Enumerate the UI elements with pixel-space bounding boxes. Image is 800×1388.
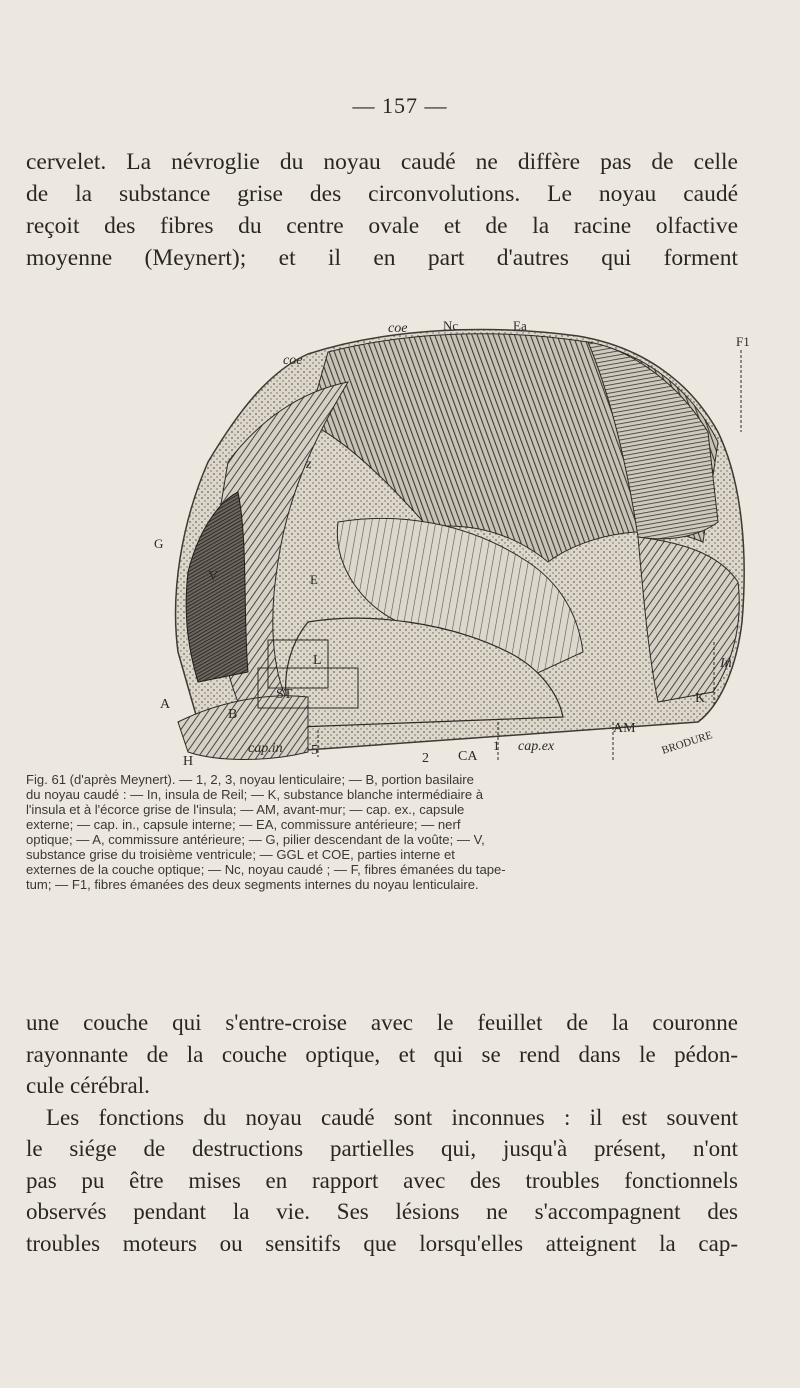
text-line: cule cérébral. [26, 1073, 150, 1098]
label-e: E [310, 572, 318, 587]
label-g: G [154, 536, 164, 551]
text-line: observés pendant la vie. Ses lésions ne s'accompagnent des [26, 1199, 738, 1224]
text-line: troubles moteurs ou sensitifs que lorsqu'elles atteignent la cap- [26, 1230, 738, 1256]
text-line: de la substance grise des circonvolutions. Le noyau caudé [26, 181, 738, 207]
label-am: AM [613, 721, 636, 736]
brain-section-figure [154, 318, 750, 770]
label-ca: CA [458, 749, 478, 764]
caption-line: externes de la couche optique; — Nc, noyau caudé ; — F, fibres émanées du tape- [26, 862, 506, 877]
text-line: moyenne (Meynert); et il en part d'autres qui forment [26, 245, 738, 271]
label-1: 1 [493, 738, 500, 753]
text-line: rayonnante de la couche optique, et qui se rend dans le pédon- [26, 1041, 738, 1067]
label-l: L [313, 653, 322, 668]
label-coe-top: coe [388, 321, 408, 336]
watermark-stamp: BRODURE [660, 729, 714, 757]
caption-line: tum; — F1, fibres émanées des deux segments internes du noyau lenticulaire. [26, 877, 479, 892]
label-5: 5 [311, 743, 318, 758]
label-st: ST [276, 687, 293, 702]
label-coe-left: coe [283, 353, 303, 368]
caption-line: du noyau caudé : — In, insula de Reil; — K, substance blanche intermédiaire à [26, 787, 484, 802]
label-cap-ex: cap.ex [518, 739, 555, 754]
page-number: — 157 — [352, 93, 448, 118]
caption-line: substance grise du troisième ventricule; — GGL et COE, parties interne et [26, 847, 455, 862]
paragraph-top [26, 146, 738, 274]
label-h: H [183, 754, 194, 769]
text-line: une couche qui s'entre-croise avec le feuillet de la couronne [26, 1010, 738, 1035]
text-line: le siége de destructions partielles qui, jusqu'à présent, n'ont [26, 1136, 738, 1161]
label-v: V [208, 569, 219, 584]
label-in: In [720, 656, 732, 671]
caption-line: l'insula et à l'écorce grise de l'insula; — AM, avant-mur; — cap. ex., capsule [26, 802, 465, 817]
paragraph-bottom [26, 1007, 738, 1259]
text-line: cervelet. La névroglie du noyau caudé ne diffère pas de celle [26, 149, 738, 175]
caption-line: Fig. 61 (d'après Meynert). — 1, 2, 3, noyau lenticulaire; — B, portion basilaire [26, 772, 474, 787]
label-nc: Nc [443, 318, 459, 333]
label-k: K [695, 691, 706, 706]
label-b: B [228, 707, 238, 722]
caption-line: optique; — A, commissure antérieure; — G, pilier descendant de la voûte; — V, [26, 832, 485, 847]
figure-caption [26, 772, 762, 892]
label-a: A [160, 697, 171, 712]
text-line: reçoit des fibres du centre ovale et de la racine olfactive [26, 213, 738, 239]
label-z: z [306, 457, 312, 472]
label-2: 2 [422, 751, 429, 766]
caption-line: externe; — cap. in., capsule interne; — EA, commissure antérieure; — nerf [26, 817, 461, 832]
text-line: pas pu être mises en rapport avec des troubles fonctionnels [26, 1167, 738, 1193]
label-ea: Ea [513, 318, 527, 333]
text-line: Les fonctions du noyau caudé sont inconnues : il est souvent [46, 1104, 738, 1130]
label-f1: F1 [736, 334, 750, 349]
label-cap-in: cap.in [248, 741, 283, 756]
